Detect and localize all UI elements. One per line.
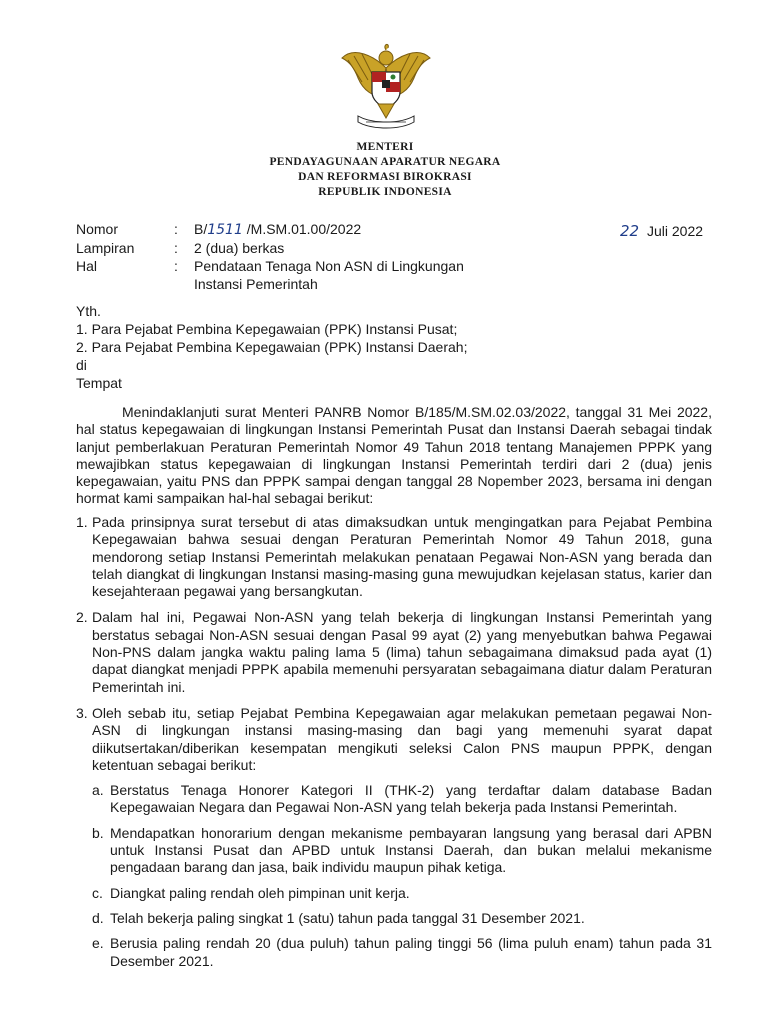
- recipient-line: Yth.: [76, 303, 101, 319]
- sub-list-item: c. Diangkat paling rendah oleh pimpinan unit kerja.: [92, 884, 410, 901]
- sub-list-item: d. Telah bekerja paling singkat 1 (satu) tahun pada tanggal 31 Desember 2021.: [92, 909, 585, 926]
- letterhead: [200, 140, 570, 200]
- list-item: 3. Oleh sebab itu, setiap Pejabat Pembina Kepegawaian agar melakukan pemetaan pegawai Non-ASN di lingkungan instansi masing-masing dan bagi yang memenuhi syarat dapat diikutsertakan/diberikan kesempatan mengikuti seleksi Calon PNS maupun PPPK, dengan ketentuan sebagai berikut: a. Berstatus Tenaga Honorer Kategori II (THK-2) yang terdaftar dalam database Badan Kepegawaian Negara dan Pegawai Non-ASN yang telah bekerja pada Instansi Pemerintah. b. Mendapatkan honorarium dengan mekanisme pembayaran langsung yang berasal dari APBN untuk Instansi Pusat dan APBD untuk Instansi Daerah, dan bukan melalui mekanisme pengadaan barang dan jasa, baik individu maupun pihak ketiga. c. Diangkat paling rendah oleh pimpinan unit kerja. d. Telah bekerja paling singkat 1 (satu) tahun pada tanggal 31 Desember 2021. e. Berusia paling rendah 20 (dua puluh) tahun paling tinggi 56 (lima puluh enam) tahun pada 31 Desember 2021.: [76, 704, 712, 969]
- hal-value: Pendataan Tenaga Non ASN di Lingkungan Instansi Pemerintah: [194, 258, 464, 292]
- nomor-value: B/1511 /M.SM.01.00/2022: [194, 221, 362, 238]
- points-list: [76, 514, 712, 987]
- lampiran-label: Lampiran: [76, 240, 135, 256]
- header-line: DAN REFORMASI BIROKRASI: [298, 171, 472, 183]
- sub-list-item: b. Mendapatkan honorarium dengan mekanisme pembayaran langsung yang berasal dari APBN untuk Instansi Pusat dan APBD untuk Instansi Daerah, dan bukan melalui mekanisme pengadaan barang dan jasa, baik individu maupun pihak ketiga.: [92, 824, 712, 876]
- recipients: [76, 302, 716, 392]
- list-item: 1. Pada prinsipnya surat tersebut di atas dimaksudkan untuk mengingatkan para Pejabat Pembina Kepegawaian bahwa sesuai dengan Peraturan Pemerintah Nomor 49 Tahun 2018, guna mendorong setiap Instansi Pemerintah melakukan penataan Pegawai Non-ASN yang berada dan telah diangkat di lingkungan Instansi masing-masing guna mewujudkan kejelasan status, karier dan kesejahteraan pegawai yang bersangkutan.: [76, 514, 712, 600]
- letter-meta: Nomor : B/1511 /M.SM.01.00/2022 Lampiran : 2 (dua) berkas Hal : Pendataan Tenaga Non ASN di Lingkungan Instansi Pemerintah: [76, 220, 716, 293]
- nomor-label: Nomor: [76, 221, 119, 237]
- list-item: 2. Dalam hal ini, Pegawai Non-ASN yang telah bekerja di lingkungan Instansi Pemerintah yang berstatus sebagai Non-ASN sesuai dengan Pasal 99 ayat (2) yang menyebutkan bahwa Pegawai Non-PNS dalam jangka waktu paling lama 5 (lima) tahun sebagaimana dimaksud pada ayat (1) dapat diangkat menjadi PPPK apabila memenuhi persyaratan sebagaimana diatur dalam Peraturan Pemerintah ini.: [76, 609, 712, 695]
- recipient-line: 2. Para Pejabat Pembina Kepegawaian (PPK) Instansi Daerah;: [76, 339, 468, 355]
- header-line: MENTERI: [356, 141, 414, 153]
- sub-list: [92, 782, 712, 970]
- lampiran-value: 2 (dua) berkas: [194, 240, 285, 256]
- header-line: PENDAYAGUNAAN APARATUR NEGARA: [269, 156, 501, 168]
- sub-list-item: e. Berusia paling rendah 20 (dua puluh) tahun paling tinggi 56 (lima puluh enam) tahun pada 31 Desember 2021.: [92, 935, 712, 969]
- recipient-line: 1. Para Pejabat Pembina Kepegawaian (PPK) Instansi Pusat;: [76, 321, 458, 337]
- recipient-line: di: [76, 357, 87, 373]
- handwritten-number: 1511: [207, 222, 243, 238]
- header-line: REPUBLIK INDONESIA: [318, 186, 452, 198]
- intro-paragraph: Menindaklanjuti surat Menteri PANRB Nomor B/185/M.SM.02.03/2022, tanggal 31 Mei 2022, hal status kepegawaian di lingkungan Instansi Pemerintah Pusat dan Instansi Daerah sebagai tindak lanjut pemberlakuan Peraturan Pemerintah Nomor 49 Tahun 2018 tentang Manajemen PPPK yang mewajibkan status kepegawaian di lingkungan Instansi Pemerintah terdiri dari 2 (dua) jenis kepegawaian, yaitu PNS dan PPPK sampai dengan tanggal 28 Nopember 2023, bersama ini dengan hormat kami sampaikan hal-hal sebagai berikut:: [76, 404, 712, 507]
- letter-date: 22 Juli 2022: [620, 222, 704, 240]
- sub-list-item: a. Berstatus Tenaga Honorer Kategori II (THK-2) yang terdaftar dalam database Badan Kepegawaian Negara dan Pegawai Non-ASN yang telah bekerja pada Instansi Pemerintah.: [92, 782, 712, 816]
- recipient-line: Tempat: [76, 375, 122, 391]
- handwritten-day: 22: [620, 222, 640, 240]
- garuda-emblem-icon: [336, 38, 436, 134]
- hal-label: Hal: [76, 258, 98, 274]
